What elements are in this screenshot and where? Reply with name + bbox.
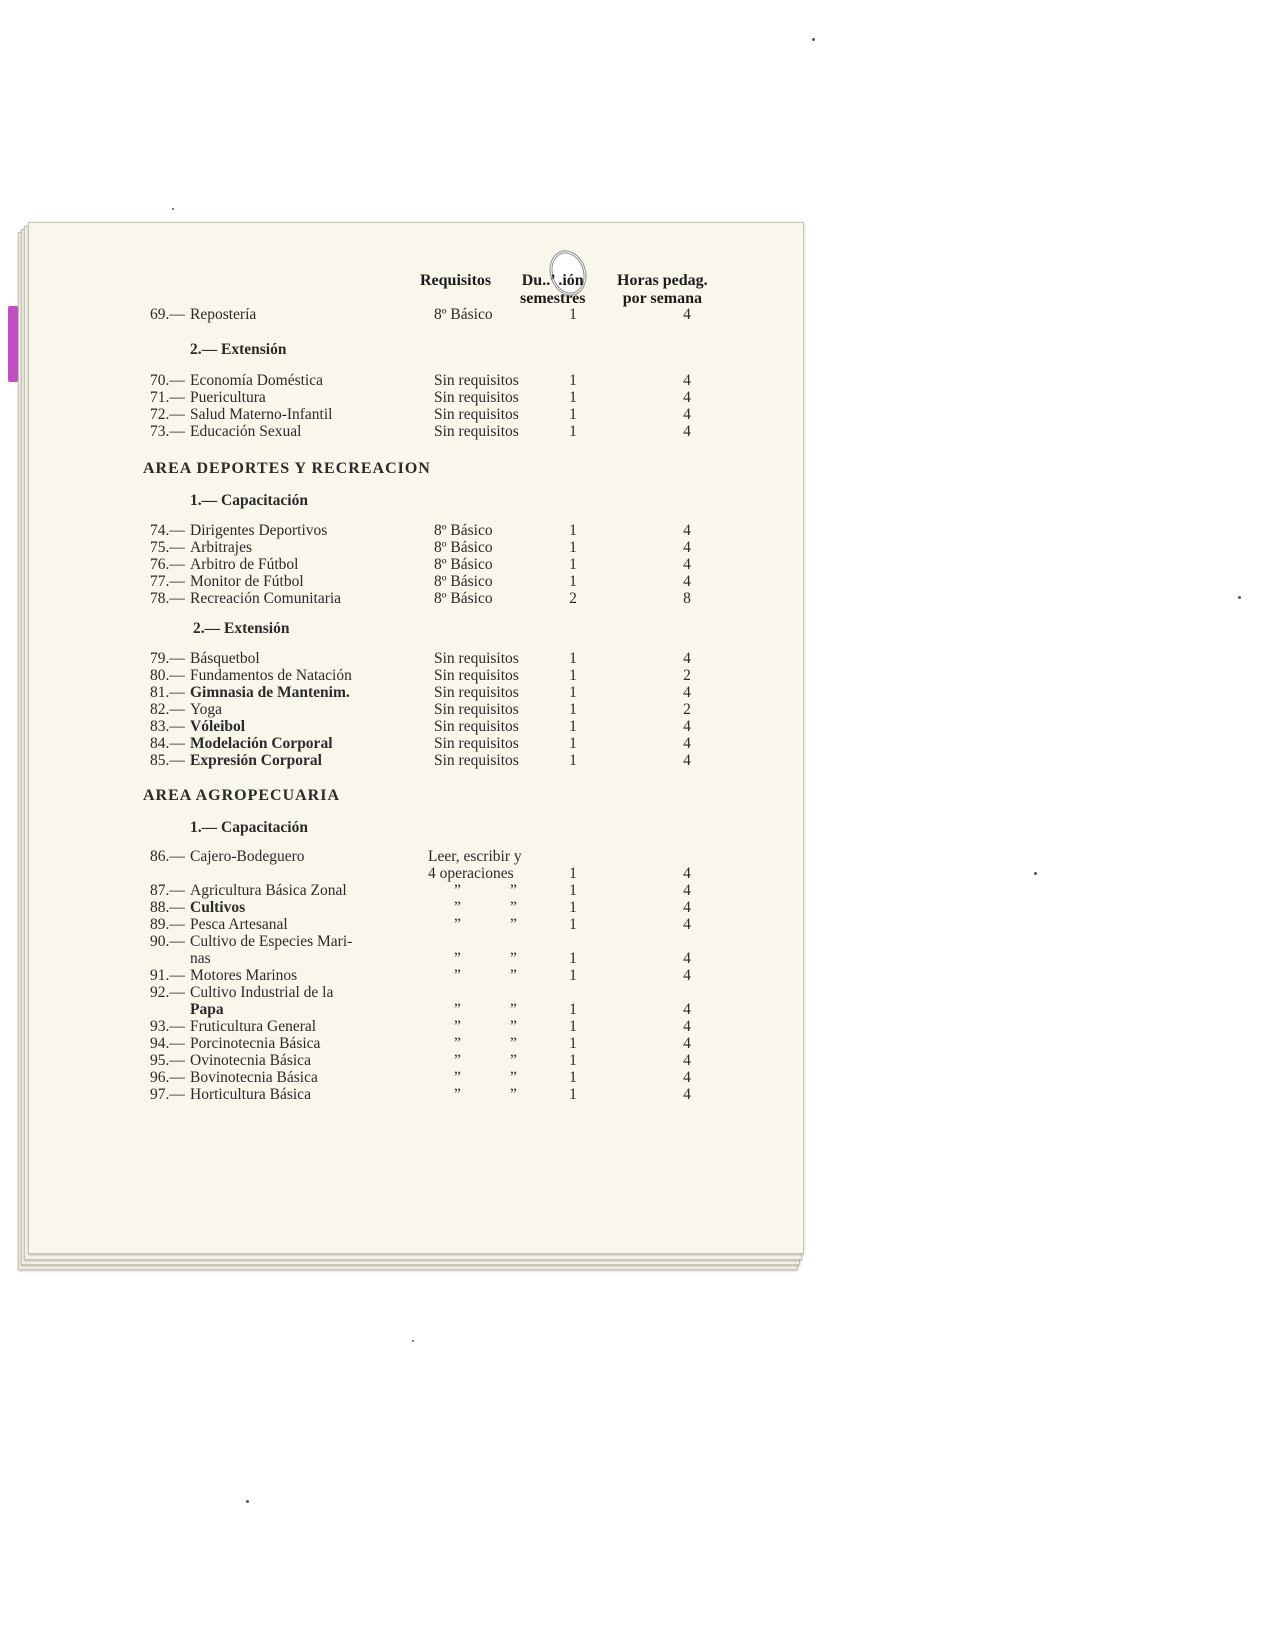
table-row [0,556,800,574]
table-row [0,1018,800,1036]
speck [1034,872,1037,875]
course-name: Agricultura Básica Zonal [190,882,347,899]
course-name: Vóleibol [190,718,246,735]
course-requirement: 8º Básico [434,539,493,556]
course-duration: 1 [569,522,577,539]
row-number: 69.— [150,306,185,323]
table-row [0,372,800,390]
course-name: Monitor de Fútbol [190,573,304,590]
table-row [0,882,800,900]
table-row [0,667,800,685]
ditto-mark: ” [510,1052,517,1069]
table-row [0,752,800,770]
ditto-mark: ” [510,950,517,967]
table-row [0,984,800,1002]
course-requirement: Sin requisitos [434,752,519,769]
course-requirement: 4 operaciones [428,865,514,882]
course-hours: 4 [683,752,691,769]
speck [412,1340,414,1342]
row-number: 89.— [150,916,185,933]
ditto-mark: ” [454,1052,461,1069]
table-row [0,718,800,736]
table-row [0,1069,800,1087]
row-number: 70.— [150,372,185,389]
course-name: Fruticultura General [190,1018,317,1035]
course-duration: 1 [569,950,577,967]
course-name: Ovinotecnia Básica [190,1052,311,1069]
course-name: Horticultura Básica [190,1086,311,1103]
course-duration: 1 [569,967,577,984]
course-duration: 2 [569,590,577,607]
row-number: 81.— [150,684,185,701]
course-duration: 1 [569,423,577,440]
ditto-mark: ” [454,967,461,984]
ditto-mark: ” [454,1001,461,1018]
course-requirement: Leer, escribir y [428,848,522,865]
row-number: 75.— [150,539,185,556]
course-hours: 4 [683,1086,691,1103]
ditto-mark: ” [510,1001,517,1018]
course-name: Motores Marinos [190,967,298,984]
course-requirement: Sin requisitos [434,372,519,389]
course-duration: 1 [569,882,577,899]
course-hours: 4 [683,865,691,882]
course-hours: 4 [683,1035,691,1052]
table-row [0,735,800,753]
course-duration: 1 [569,916,577,933]
course-requirement: Sin requisitos [434,701,519,718]
course-hours: 4 [683,522,691,539]
row-number: 78.— [150,590,185,607]
table-row [0,406,800,424]
course-name: Repostería [190,306,257,323]
row-number: 83.— [150,718,185,735]
row-number: 85.— [150,752,185,769]
ditto-mark: ” [454,1018,461,1035]
course-requirement: 8º Básico [434,590,493,607]
course-requirement: Sin requisitos [434,718,519,735]
course-name: Arbitro de Fútbol [190,556,299,573]
course-duration: 1 [569,372,577,389]
area-heading: AREA DEPORTES Y RECREACION [143,460,431,477]
row-number: 93.— [150,1018,185,1035]
course-name: Modelación Corporal [190,735,333,752]
course-hours: 8 [683,590,691,607]
section-heading: 1.— Capacitación [190,492,308,509]
course-requirement: 8º Básico [434,573,493,590]
course-requirement: 8º Básico [434,306,493,323]
course-name: Arbitrajes [190,539,252,556]
row-number: 71.— [150,389,185,406]
course-requirement: Sin requisitos [434,735,519,752]
row-number: 73.— [150,423,185,440]
course-duration: 1 [569,306,577,323]
course-hours: 4 [683,423,691,440]
course-name: Bovinotecnia Básica [190,1069,318,1086]
table-row [0,522,800,540]
course-duration: 1 [569,650,577,667]
course-duration: 1 [569,539,577,556]
course-duration: 1 [569,389,577,406]
course-duration: 1 [569,1018,577,1035]
header-horas-line2: por semana [622,290,702,307]
ditto-mark: ” [454,899,461,916]
course-requirement: 8º Básico [434,522,493,539]
table-row [0,539,800,557]
area-heading: AREA AGROPECUARIA [143,787,341,804]
table-row [0,389,800,407]
row-number: 87.— [150,882,185,899]
row-number: 90.— [150,933,185,950]
row-number: 79.— [150,650,185,667]
row-number: 97.— [150,1086,185,1103]
course-name-continuation: Papa [190,1001,224,1018]
ditto-mark: ” [454,1035,461,1052]
course-hours: 4 [683,539,691,556]
course-hours: 4 [683,306,691,323]
course-hours: 2 [683,667,691,684]
course-hours: 4 [683,916,691,933]
course-duration: 1 [569,718,577,735]
ditto-mark: ” [454,1086,461,1103]
section-heading: 1.— Capacitación [190,819,308,836]
header-duracion-line1: Du..’ .ión [521,272,584,289]
row-number: 76.— [150,556,185,573]
section-heading: 2.— Extensión [193,620,290,637]
row-number: 84.— [150,735,185,752]
course-name: Porcinotecnia Básica [190,1035,321,1052]
table-row [0,684,800,702]
course-name: Cultivos [190,899,246,916]
table-row-continuation [0,865,800,883]
speck [246,1500,249,1503]
table-row [0,933,800,951]
course-name: Básquetbol [190,650,260,667]
course-hours: 4 [683,389,691,406]
row-number: 80.— [150,667,185,684]
course-duration: 1 [569,1001,577,1018]
course-name: Dirigentes Deportivos [190,522,328,539]
course-hours: 4 [683,1001,691,1018]
ditto-mark: ” [510,1035,517,1052]
table-row [0,1086,800,1104]
header-duracion-line2: semestres [520,290,586,307]
course-duration: 1 [569,752,577,769]
header-horas [617,272,708,308]
speck [172,208,174,210]
row-number: 77.— [150,573,185,590]
course-name: Salud Materno-Infantil [190,406,333,423]
ditto-mark: ” [510,1069,517,1086]
course-duration: 1 [569,556,577,573]
header-requisitos: Requisitos [420,272,492,289]
table-row [0,1052,800,1070]
table-row [0,967,800,985]
ditto-mark: ” [510,882,517,899]
course-requirement: 8º Básico [434,556,493,573]
course-name: Fundamentos de Natación [190,667,352,684]
course-requirement: Sin requisitos [434,684,519,701]
course-name: Cultivo Industrial de la [190,984,334,1001]
course-hours: 4 [683,684,691,701]
row-number: 95.— [150,1052,185,1069]
course-name: Recreación Comunitaria [190,590,342,607]
course-duration: 1 [569,573,577,590]
ditto-mark: ” [510,916,517,933]
course-hours: 4 [683,573,691,590]
row-number: 96.— [150,1069,185,1086]
table-row [0,590,800,608]
course-duration: 1 [569,865,577,882]
course-hours: 4 [683,372,691,389]
table-row [0,650,800,668]
ditto-mark: ” [510,967,517,984]
ditto-mark: ” [510,1018,517,1035]
course-hours: 2 [683,701,691,718]
ditto-mark: ” [454,1069,461,1086]
table-row [0,1035,800,1053]
speck [1238,596,1241,599]
speck [812,38,815,41]
course-hours: 4 [683,1069,691,1086]
course-hours: 4 [683,1018,691,1035]
table-row [0,899,800,917]
row-number: 94.— [150,1035,185,1052]
ditto-mark: ” [454,916,461,933]
course-duration: 1 [569,1086,577,1103]
course-hours: 4 [683,735,691,752]
course-hours: 4 [683,718,691,735]
header-duracion [520,272,585,308]
course-requirement: Sin requisitos [434,667,519,684]
course-duration: 1 [569,735,577,752]
course-duration: 1 [569,1052,577,1069]
table-row [0,306,800,324]
course-hours: 4 [683,1052,691,1069]
row-number: 72.— [150,406,185,423]
table-row [0,573,800,591]
course-duration: 1 [569,667,577,684]
ditto-mark: ” [510,1086,517,1103]
ditto-mark: ” [454,882,461,899]
course-hours: 4 [683,967,691,984]
table-row [0,423,800,441]
ditto-mark: ” [454,950,461,967]
course-name: Educación Sexual [190,423,302,440]
course-name-continuation: nas [190,950,211,967]
course-duration: 1 [569,1035,577,1052]
course-name: Puericultura [190,389,266,406]
course-name: Gimnasia de Mantenim. [190,684,350,701]
course-name: Pesca Artesanal [190,916,288,933]
row-number: 74.— [150,522,185,539]
table-row-continuation [0,950,800,968]
course-duration: 1 [569,701,577,718]
row-number: 91.— [150,967,185,984]
table-row-continuation [0,1001,800,1019]
course-hours: 4 [683,406,691,423]
course-duration: 1 [569,899,577,916]
course-name: Yoga [190,701,223,718]
header-horas-line1: Horas pedag. [617,272,708,289]
course-duration: 1 [569,1069,577,1086]
section-heading: 2.— Extensión [190,341,287,358]
course-hours: 4 [683,899,691,916]
row-number: 86.— [150,848,185,865]
row-number: 88.— [150,899,185,916]
table-row [0,916,800,934]
course-name: Cultivo de Especies Mari- [190,933,353,950]
course-hours: 4 [683,882,691,899]
row-number: 82.— [150,701,185,718]
course-duration: 1 [569,406,577,423]
course-name: Expresión Corporal [190,752,322,769]
course-duration: 1 [569,684,577,701]
course-name: Economía Doméstica [190,372,323,389]
course-requirement: Sin requisitos [434,389,519,406]
course-hours: 4 [683,950,691,967]
course-requirement: Sin requisitos [434,406,519,423]
course-hours: 4 [683,650,691,667]
table-row [0,848,800,866]
row-number: 92.— [150,984,185,1001]
table-row [0,701,800,719]
course-requirement: Sin requisitos [434,423,519,440]
ditto-mark: ” [510,899,517,916]
course-hours: 4 [683,556,691,573]
course-requirement: Sin requisitos [434,650,519,667]
course-name: Cajero-Bodeguero [190,848,305,865]
